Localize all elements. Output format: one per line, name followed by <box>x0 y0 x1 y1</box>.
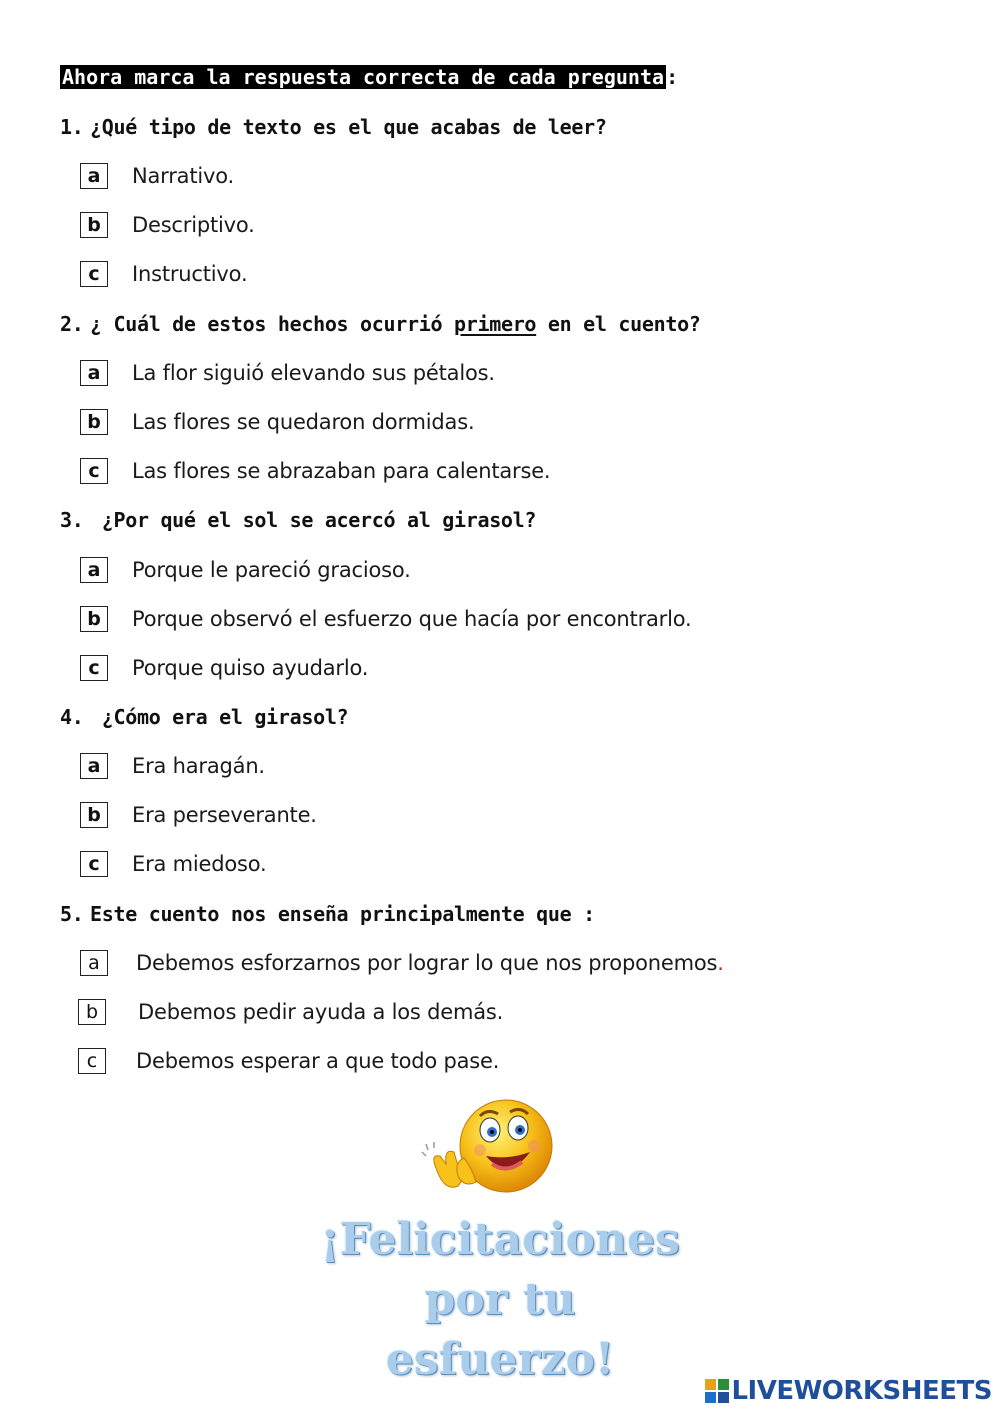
question-2 <box>60 310 701 338</box>
option-text: La flor siguió elevando sus pétalos. <box>132 361 495 385</box>
option-4a[interactable] <box>80 751 265 781</box>
question-text: ¿Por qué el sol se acercó al girasol? <box>90 508 537 532</box>
liveworksheets-brand <box>705 1376 992 1406</box>
answer-box[interactable]: a <box>80 360 108 386</box>
question-text-tail: en el cuento? <box>536 312 701 336</box>
question-underlined-word: primero <box>453 312 537 336</box>
option-text: Era miedoso. <box>132 852 267 876</box>
option-text <box>136 951 724 975</box>
question-text: ¿ Cuál de estos hechos ocurrió <box>90 312 454 336</box>
option-text: Debemos pedir ayuda a los demás. <box>138 1000 504 1024</box>
option-text: Porque observó el esfuerzo que hacía por encontrarlo. <box>132 607 692 631</box>
option-3c[interactable] <box>80 653 368 683</box>
option-text: Las flores se quedaron dormidas. <box>132 410 475 434</box>
answer-box[interactable]: a <box>80 950 108 976</box>
answer-box[interactable]: b <box>80 802 108 828</box>
congratulations-message <box>300 1210 700 1390</box>
option-4b[interactable] <box>80 800 317 830</box>
option-text: Narrativo. <box>132 164 234 188</box>
answer-box[interactable]: b <box>80 409 108 435</box>
option-text: Era perseverante. <box>132 803 317 827</box>
question-5 <box>60 900 595 928</box>
question-text: Este cuento nos enseña principalmente que : <box>90 902 595 926</box>
option-5c[interactable] <box>78 1046 499 1076</box>
congrats-line-3: esfuerzo! <box>385 1334 615 1385</box>
answer-box[interactable]: a <box>80 557 108 583</box>
option-text: Instructivo. <box>132 262 248 286</box>
option-text: Debemos esperar a que todo pase. <box>136 1049 500 1073</box>
option-text: Era haragán. <box>132 754 265 778</box>
answer-box[interactable]: b <box>80 606 108 632</box>
option-1c[interactable] <box>80 259 247 289</box>
option-5a[interactable] <box>80 948 724 978</box>
question-number: 5. <box>60 902 84 926</box>
question-number: 3. <box>60 508 84 532</box>
option-text: Porque quiso ayudarlo. <box>132 656 369 680</box>
question-number: 2. <box>60 312 84 336</box>
congrats-line-1: ¡Felicitaciones <box>320 1214 680 1265</box>
answer-box[interactable]: c <box>80 851 108 877</box>
answer-box[interactable]: a <box>80 753 108 779</box>
answer-box[interactable]: c <box>80 655 108 681</box>
option-text-period: . <box>717 951 724 975</box>
option-3b[interactable] <box>80 604 692 634</box>
answer-box[interactable]: c <box>80 261 108 287</box>
instruction-line <box>60 62 678 92</box>
question-number: 4. <box>60 705 84 729</box>
answer-box[interactable]: b <box>78 999 106 1025</box>
question-4 <box>60 703 348 731</box>
liveworksheets-logo-icon <box>705 1379 729 1403</box>
option-text: Porque le pareció gracioso. <box>132 558 411 582</box>
option-2c[interactable] <box>80 456 550 486</box>
brand-name: LIVEWORKSHEETS <box>731 1376 992 1406</box>
instruction-highlight: Ahora marca la respuesta correcta de cada pregunta <box>62 65 665 89</box>
option-1b[interactable] <box>80 210 255 240</box>
option-3a[interactable] <box>80 555 411 585</box>
option-2b[interactable] <box>80 407 474 437</box>
question-3 <box>60 506 536 534</box>
question-1 <box>60 113 607 141</box>
option-2a[interactable] <box>80 358 495 388</box>
question-text: ¿Qué tipo de texto es el que acabas de leer? <box>90 115 607 139</box>
option-text-main: Debemos esforzarnos por lograr lo que nos proponemos <box>136 951 718 975</box>
option-4c[interactable] <box>80 849 267 879</box>
instruction-colon: : <box>666 65 679 89</box>
clapping-smiley-icon <box>418 1098 558 1198</box>
answer-box[interactable]: c <box>80 458 108 484</box>
option-5b[interactable] <box>78 997 503 1027</box>
question-text: ¿Cómo era el girasol? <box>90 705 349 729</box>
question-number: 1. <box>60 115 84 139</box>
option-text: Descriptivo. <box>132 213 255 237</box>
answer-box[interactable]: b <box>80 212 108 238</box>
answer-box[interactable]: c <box>78 1048 106 1074</box>
option-1a[interactable] <box>80 161 234 191</box>
congrats-line-2: por tu <box>424 1274 576 1325</box>
option-text: Las flores se abrazaban para calentarse. <box>132 459 551 483</box>
answer-box[interactable]: a <box>80 163 108 189</box>
